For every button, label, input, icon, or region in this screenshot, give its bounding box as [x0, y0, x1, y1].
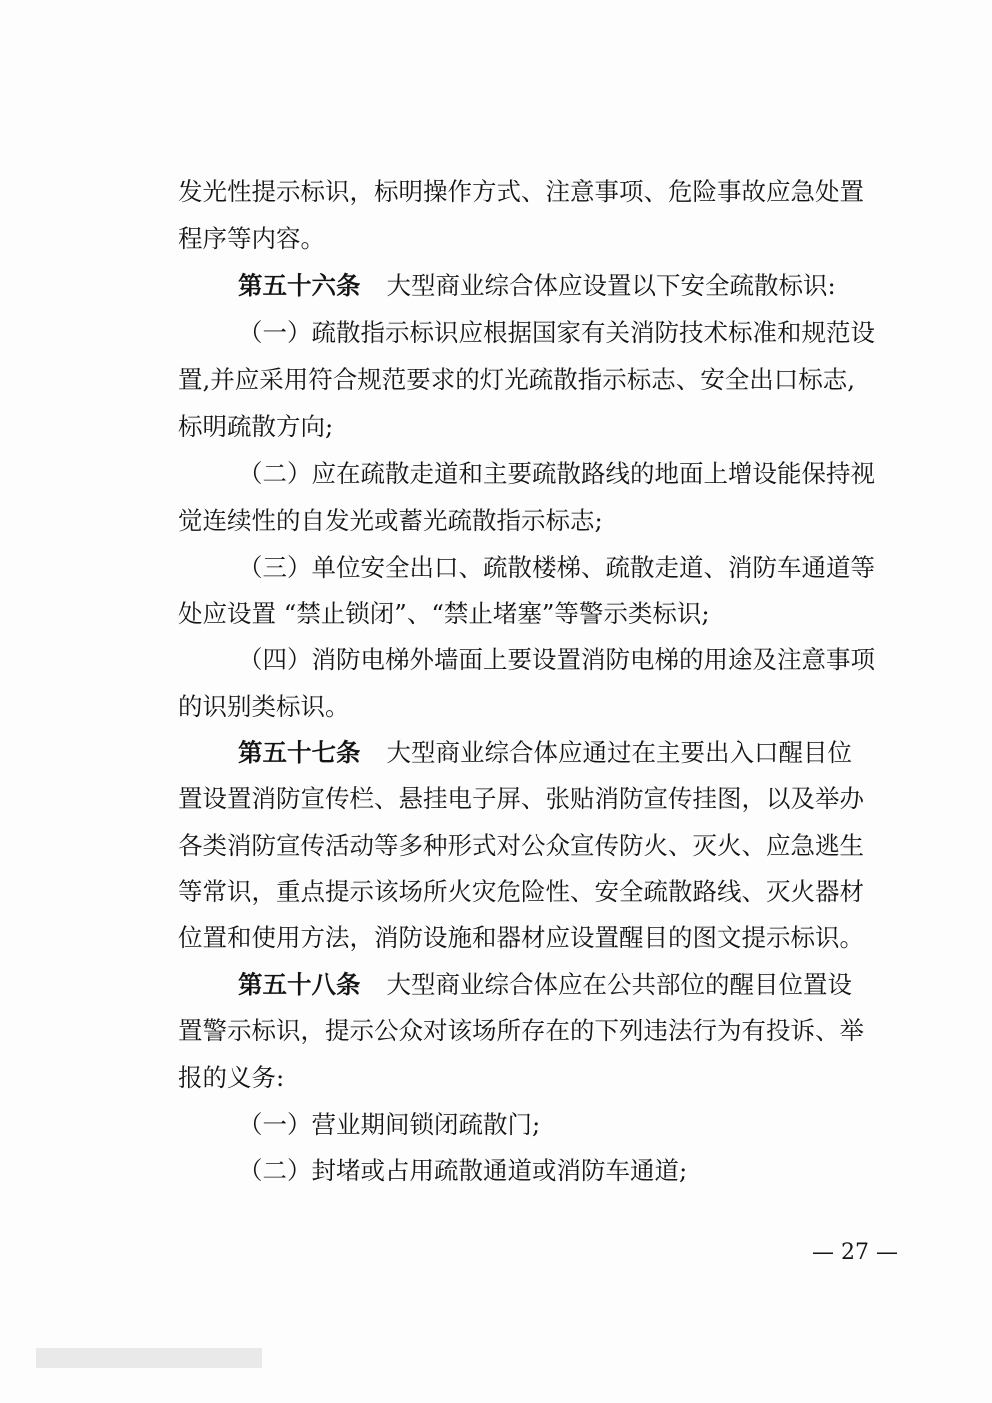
text-line: 程序等内容。: [178, 224, 325, 253]
text-line: 置警示标识，提示公众对该场所存在的下列违法行为有投诉、举: [178, 1016, 864, 1045]
page-number: — 27 —: [812, 1240, 898, 1265]
article-heading: 第五十七条: [238, 738, 361, 767]
text-line: 报的义务:: [178, 1063, 285, 1092]
article-heading: 第五十六条: [238, 271, 361, 300]
text-line: （一）营业期间锁闭疏散门;: [238, 1110, 541, 1139]
article-58-line: [238, 967, 852, 1003]
text-line: 各类消防宣传活动等多种形式对公众宣传防火、灭火、应急逃生: [178, 831, 864, 860]
text-line: 的识别类标识。: [178, 692, 350, 721]
text-line: 标明疏散方向;: [178, 412, 334, 441]
article-text: 大型商业综合体应在公共部位的醒目位置设: [386, 970, 852, 999]
text-line: （一）疏散指示标识应根据国家有关消防技术标准和规范设: [238, 318, 875, 347]
text-line: 置,并应采用符合规范要求的灯光疏散指示标志、安全出口标志,: [178, 365, 856, 394]
text-line: （三）单位安全出口、疏散楼梯、疏散走道、消防车通道等: [238, 553, 875, 582]
article-heading: 第五十八条: [238, 970, 361, 999]
text-line: 位置和使用方法，消防设施和器材应设置醒目的图文提示标识。: [178, 923, 864, 952]
scan-artifact: [36, 1348, 262, 1368]
text-line: 发光性提示标识，标明操作方式、注意事项、危险事故应急处置: [178, 177, 864, 206]
text-line: 置设置消防宣传栏、悬挂电子屏、张贴消防宣传挂图，以及举办: [178, 784, 864, 813]
text-line: 处应设置 “禁止锁闭”、“禁止堵塞”等警示类标识;: [178, 599, 710, 628]
article-56-line: [238, 268, 836, 304]
text-line: 觉连续性的自发光或蓄光疏散指示标志;: [178, 506, 603, 535]
article-57-line: [238, 735, 852, 771]
text-line: （二）封堵或占用疏散通道或消防车通道;: [238, 1156, 688, 1185]
text-line: （四）消防电梯外墙面上要设置消防电梯的用途及注意事项: [238, 645, 875, 674]
text-line: 等常识，重点提示该场所火灾危险性、安全疏散路线、灭火器材: [178, 877, 864, 906]
article-text: 大型商业综合体应通过在主要出入口醒目位: [386, 738, 852, 767]
article-text: 大型商业综合体应设置以下安全疏散标识:: [386, 271, 836, 300]
text-line: （二）应在疏散走道和主要疏散路线的地面上增设能保持视: [238, 459, 875, 488]
